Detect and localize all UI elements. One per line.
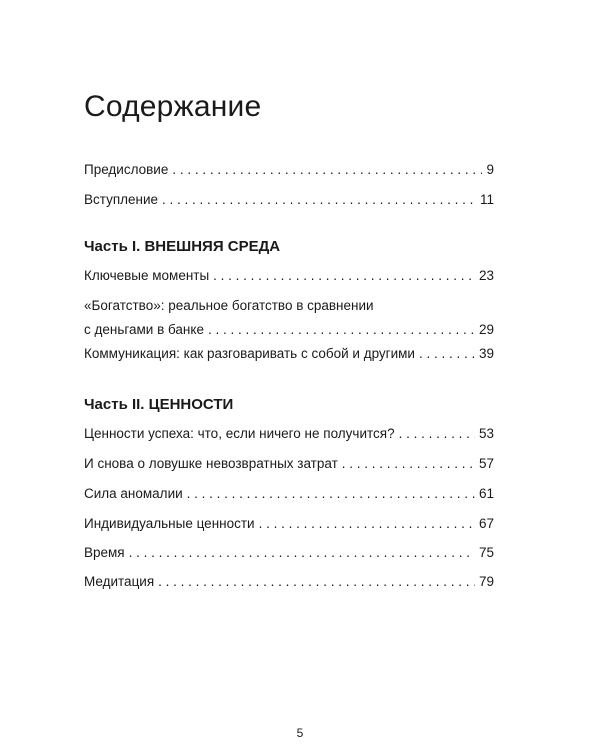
dot-leader [172, 158, 482, 182]
part-prefix: Часть I. [84, 238, 141, 255]
toc-entry-page: 23 [478, 268, 494, 283]
part-name: ВНЕШНЯЯ СРЕДА [144, 238, 281, 255]
toc-entry-page: 29 [478, 322, 494, 337]
toc-entry-page: 11 [479, 192, 494, 207]
toc-entry-label: Время [84, 545, 125, 560]
toc-entry[interactable] [84, 482, 494, 506]
toc-entry-page: 53 [478, 426, 494, 441]
toc-entry-page: 79 [478, 574, 494, 589]
toc-entry-label: Ключевые моменты [84, 268, 210, 283]
toc-entry[interactable] [84, 264, 494, 288]
toc-entry-label-line1: «Богатство»: реальное богатство в сравнении [84, 298, 374, 313]
toc-entry-page: 75 [478, 545, 494, 560]
toc-entry[interactable] [84, 422, 494, 446]
toc-entry-preface[interactable] [84, 158, 494, 182]
dot-leader [208, 318, 475, 342]
toc-entry-label: Ценности успеха: что, если ничего не получится? [84, 426, 395, 441]
toc-entry-introduction[interactable] [84, 188, 494, 212]
toc-entry[interactable] [84, 541, 494, 565]
toc-entry-page: 9 [486, 162, 494, 177]
dot-leader [187, 482, 475, 506]
toc-entry-label: Вступление [84, 192, 159, 207]
toc-entry[interactable] [84, 294, 494, 342]
dot-leader [342, 452, 475, 476]
toc-entry-page: 57 [478, 456, 494, 471]
toc-entry[interactable] [84, 452, 494, 476]
toc-entry-label: Коммуникация: как разговаривать с собой и другими [84, 346, 415, 361]
toc-entry-page: 67 [478, 516, 494, 531]
toc-entry-label: Индивидуальные ценности [84, 516, 255, 531]
part-prefix: Часть II. [84, 396, 145, 413]
dot-leader [162, 188, 476, 212]
dot-leader [129, 541, 475, 565]
toc-entry[interactable] [84, 342, 494, 366]
toc-entry[interactable] [84, 512, 494, 536]
toc-entry[interactable] [84, 570, 494, 594]
dot-leader [259, 512, 475, 536]
toc-entry-label: Сила аномалии [84, 486, 183, 501]
dot-leader [213, 264, 475, 288]
part-heading [84, 238, 280, 255]
toc-entry-label: Медитация [84, 574, 155, 589]
toc-entry-label: с деньгами в банке [84, 322, 204, 337]
toc-entry-label: И снова о ловушке невозвратных затрат [84, 456, 338, 471]
dot-leader [158, 570, 475, 594]
toc-entry-page: 39 [478, 346, 494, 361]
page-title: Содержание [84, 90, 262, 123]
dot-leader [399, 422, 475, 446]
dot-leader [419, 342, 475, 366]
toc-entry-label: Предисловие [84, 162, 169, 177]
toc-entry-page: 61 [478, 486, 494, 501]
part-heading [84, 396, 233, 413]
page-number: 5 [296, 726, 304, 740]
part-name: ЦЕННОСТИ [148, 396, 234, 413]
